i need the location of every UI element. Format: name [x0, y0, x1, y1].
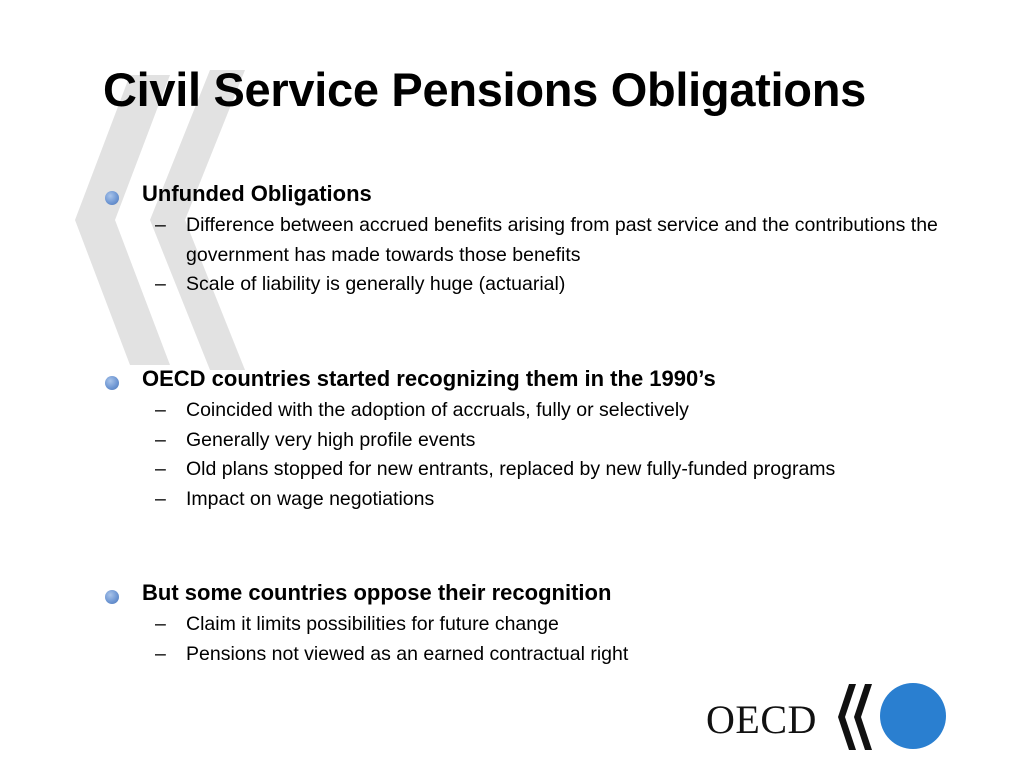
bullet-dot-icon: [105, 590, 119, 604]
list-item: – Generally very high profile events: [155, 428, 476, 451]
oecd-chevron-icon: [836, 682, 876, 752]
oecd-logo-text: OECD: [706, 697, 817, 742]
section-heading: OECD countries started recognizing them in the 1990’s: [142, 366, 716, 391]
section-heading: Unfunded Obligations: [142, 181, 372, 206]
bullet-dot-icon: [105, 376, 119, 390]
list-item: – Scale of liability is generally huge (actuarial): [155, 273, 566, 295]
list-item: – Pensions not viewed as an earned contractual right: [155, 642, 629, 665]
list-item: – Difference between accrued benefits arising from past service and the contributions the government has made towards those benefits: [155, 214, 938, 266]
oecd-logo: [700, 676, 950, 756]
list-item: – Claim it limits possibilities for future change: [155, 613, 559, 635]
oecd-circle-icon: [880, 683, 946, 749]
section-opposition: [100, 580, 980, 669]
list-item: – Coincided with the adoption of accruals, fully or selectively: [155, 399, 689, 421]
section-oecd-countries: [100, 366, 980, 514]
section-unfunded-obligations: [100, 181, 980, 300]
section-heading: But some countries oppose their recognition: [142, 580, 612, 605]
list-item: – Old plans stopped for new entrants, replaced by new fully-funded programs: [155, 458, 836, 480]
bullet-dot-icon: [105, 191, 119, 205]
list-item: – Impact on wage negotiations: [155, 487, 435, 510]
slide-title: Civil Service Pensions Obligations: [103, 63, 866, 116]
